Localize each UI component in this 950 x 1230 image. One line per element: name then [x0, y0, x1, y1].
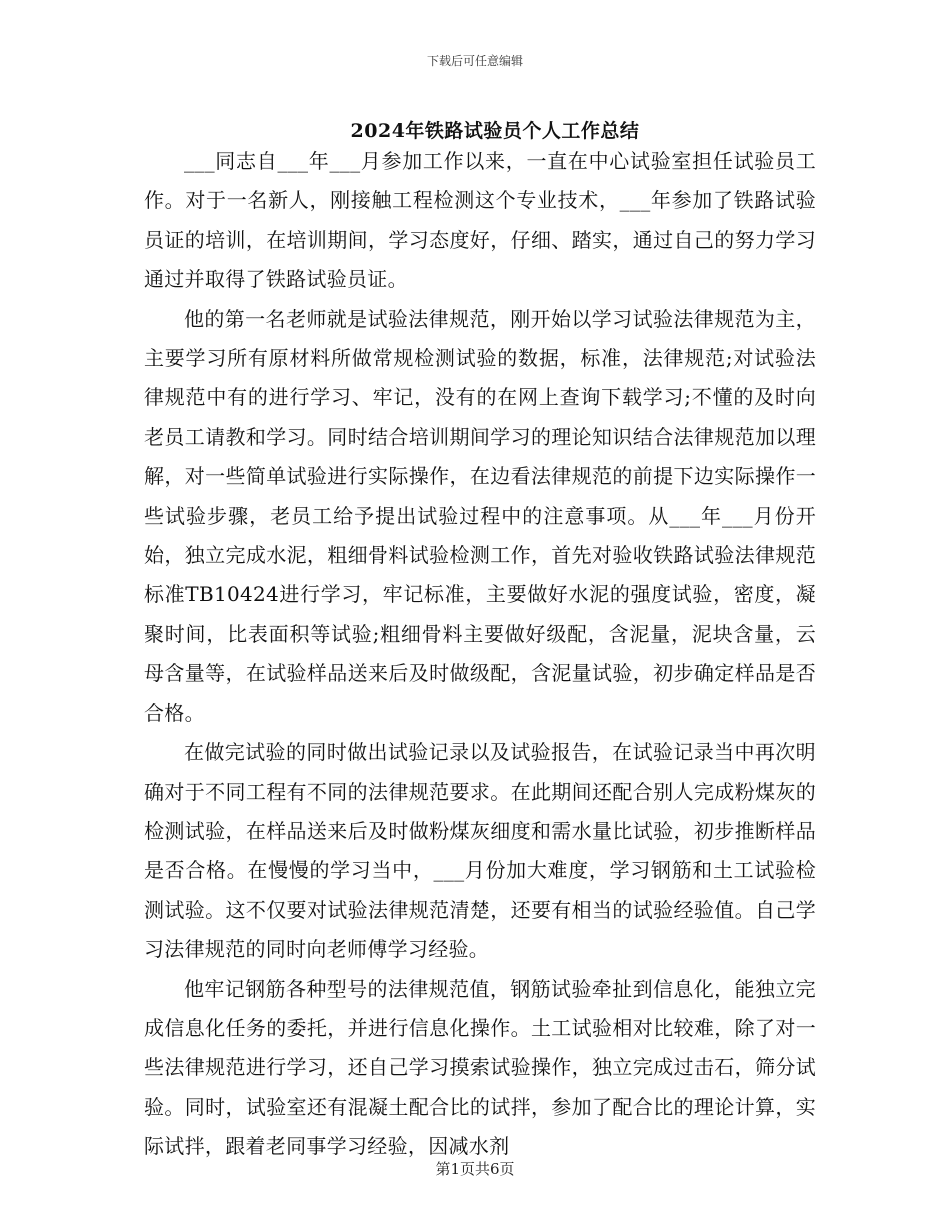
page-number: 第1页共6页	[435, 1160, 515, 1178]
page-header-note: 下载后可任意编辑	[426, 54, 523, 68]
paragraph-2: 他的第一名老师就是试验法律规范，刚开始以学习试验法律规范为主，主要学习所有原材料所做常规检测试验的数据，标准，法律规范;对试验法律规范中有的进行学习、牢记，没有的在网上查询下载学习;不懂的及时向老员工请教和学习。同时结合培训期间学习的理论知识结合法律规范加以理解，对一些简单试验进行实际操作，在边看法律规范的前提下边实际操作一些试验步骤，老员工给予提出试验过程中的注意事项。从___年___月份开始，独立完成水泥，粗细骨料试验检测工作，首先对验收铁路试验法律规范标准TB10424进行学习，牢记标准，主要做好水泥的强度试验，密度，凝聚时间，比表面积等试验;粗细骨料主要做好级配，含泥量，泥块含量，云母含量等，在试验样品送来后及时做级配，含泥量试验，初步确定样品是否合格。	[144, 306, 816, 725]
paragraph-1: ___同志自___年___月参加工作以来，一直在中心试验室担任试验员工作。对于一名新人，刚接触工程检测这个专业技术，___年参加了铁路试验员证的培训，在培训期间，学习态度好，仔细、踏实，通过自己的努力学习通过并取得了铁路试验员证。	[144, 149, 816, 292]
document-title: 2024年铁路试验员个人工作总结	[350, 120, 640, 142]
paragraph-3: 在做完试验的同时做出试验记录以及试验报告，在试验记录当中再次明确对于不同工程有不同的法律规范要求。在此期间还配合别人完成粉煤灰的检测试验，在样品送来后及时做粉煤灰细度和需水量比试验，初步推断样品是否合格。在慢慢的学习当中，___月份加大难度，学习钢筋和土工试验检测试验。这不仅要对试验法律规范清楚，还要有相当的试验经验值。自己学习法律规范的同时向老师傅学习经验。	[144, 740, 816, 962]
document-body	[144, 142, 816, 1167]
paragraph-4: 他牢记钢筋各种型号的法律规范值，钢筋试验牵扯到信息化，能独立完成信息化任务的委托，并进行信息化操作。土工试验相对比较难，除了对一些法律规范进行学习，还自己学习摸索试验操作，独立完成过击石，筛分试验。同时，试验室还有混凝土配合比的试拌，参加了配合比的理论计算，实际试拌，跟着老同事学习经验，因减水剂	[144, 976, 816, 1159]
